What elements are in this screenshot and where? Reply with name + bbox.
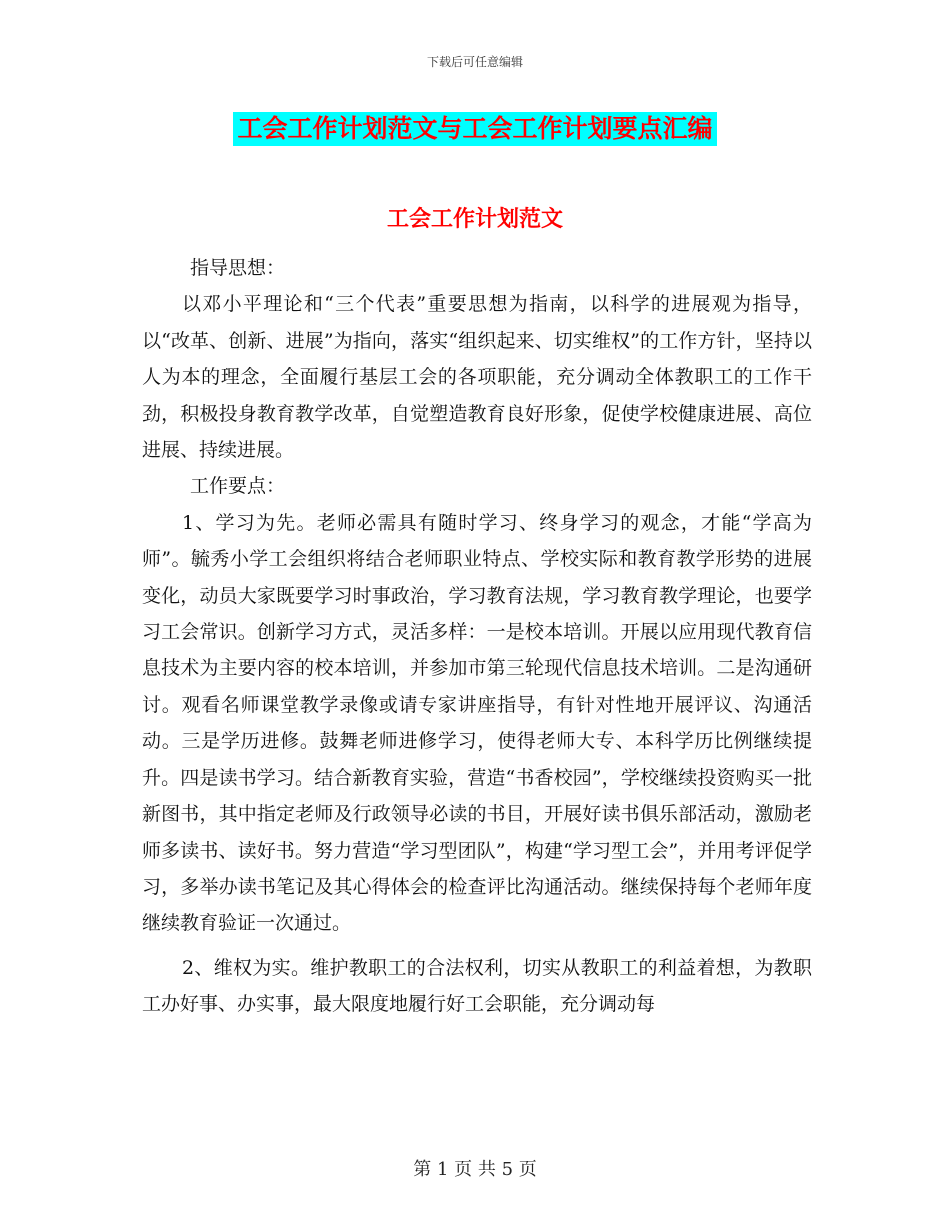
paragraph-point-1: 1、学习为先。老师必需具有随时学习、终身学习的观念，才能“学高为师”。毓秀小学工会组织将结合老师职业特点、学校实际和教育教学形势的进展变化，动员大家既要学习时事政治，学习教育法规，学习教育教学理论，也要学习工会常识。创新学习方式，灵活多样：一是校本培训。开展以应用现代教育信息技术为主要内容的校本培训，并参加市第三轮现代信息技术培训。二是沟通研讨。观看名师课堂教学录像或请专家讲座指导，有针对性地开展评议、沟通活动。三是学历进修。鼓舞老师进修学习，使得老师大专、本科学历比例继续提升。四是读书学习。结合新教育实验，营造“书香校园”，学校继续投资购买一批新图书，其中指定老师及行政领导必读的书目，开展好读书俱乐部活动，激励老师多读书、读好书。努力营造“学习型团队”，构建“学习型工会”，并用考评促学习，多举办读书笔记及其心得体会的检查评比沟通活动。继续保持每个老师年度继续教育验证一次通过。 xyxy=(142,511,812,935)
paragraph-point-2: 2、维权为实。维护教职工的合法权利，切实从教职工的利益着想，为教职工办好事、办实事，最大限度地履行好工会职能，充分调动每 xyxy=(142,956,812,1016)
document-main-title: 工会工作计划范文与工会工作计划要点汇编 xyxy=(233,112,716,146)
guiding-ideology-label: 指导思想： xyxy=(190,257,286,279)
page-footer: 第 1 页 共 5 页 xyxy=(413,1159,537,1180)
main-title-wrap xyxy=(0,112,950,146)
paragraph-guiding-ideology: 以邓小平理论和“三个代表”重要思想为指南，以科学的进展观为指导，以“改革、创新、进展”为指向，落实“组织起来、切实维权”的工作方针，坚持以人为本的理念，全面履行基层工会的各项职能，充分调动全体教职工的工作干劲，积极投身教育教学改革，自觉塑造教育良好形象，促使学校健康进展、高位进展、持续进展。 xyxy=(142,293,812,462)
section-title: 工会工作计划范文 xyxy=(386,207,563,232)
document-body xyxy=(142,250,812,1023)
header-note: 下载后可任意编辑 xyxy=(426,55,523,69)
work-points-label: 工作要点： xyxy=(190,475,286,498)
